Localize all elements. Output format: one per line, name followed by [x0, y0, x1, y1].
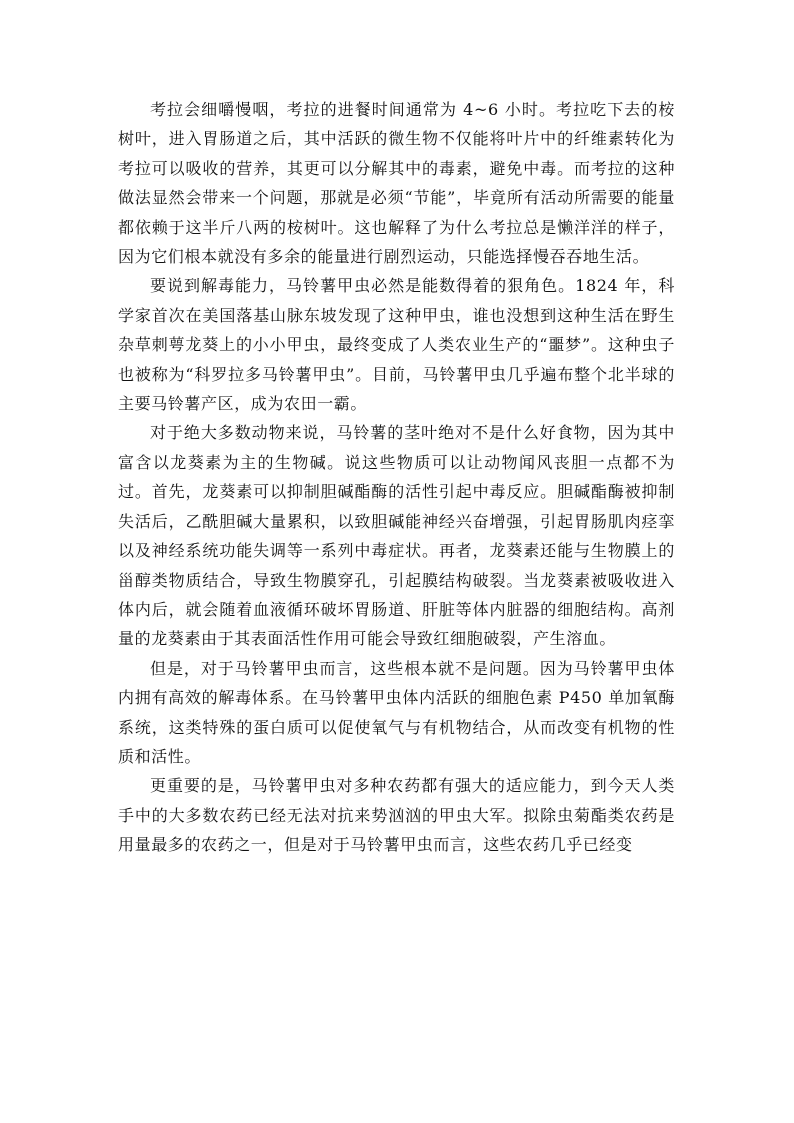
- paragraph-pesticide-resistance: 更重要的是，马铃薯甲虫对多种农药都有强大的适应能力，到今天人类手中的大多数农药已经无法对抗来势汹汹的甲虫大军。拟除虫菊酯类农药是用量最多的农药之一，但是对于马铃薯甲虫而言，这些农药几乎已经变: [118, 776, 675, 855]
- article-body: [118, 95, 675, 860]
- paragraph-koala-digestion: 考拉会细嚼慢咽，考拉的进餐时间通常为 4~6 小时。考拉吃下去的桉树叶，进入胃肠道之后，其中活跃的微生物不仅能将叶片中的纤维素转化为考拉可以吸收的营养，其更可以分解其中的毒素，避免中毒。而考拉的这种做法显然会带来一个问题，那就是必须“节能”，毕竟所有活动所需要的能量都依赖于这半斤八两的桉树叶。这也解释了为什么考拉总是懒洋洋的样子，因为它们根本就没有多余的能量进行剧烈运动，只能选择慢吞吞地生活。: [118, 100, 675, 267]
- paragraph-potato-beetle-intro: 要说到解毒能力，马铃薯甲虫必然是能数得着的狠角色。1824 年，科学家首次在美国落基山脉东坡发现了这种甲虫，谁也没想到这种生活在野生杂草刺萼龙葵上的小小甲虫，最终变成了人类农业生产的“噩梦”。这种虫子也被称为“科罗拉多马铃薯甲虫”。目前，马铃薯甲虫几乎遍布整个北半球的主要马铃薯产区，成为农田一霸。: [118, 276, 675, 414]
- paragraph-solanine-toxicity: 对于绝大多数动物来说，马铃薯的茎叶绝对不是什么好食物，因为其中富含以龙葵素为主的生物碱。说这些物质可以让动物闻风丧胆一点都不为过。首先，龙葵素可以抑制胆碱酯酶的活性引起中毒反应。胆碱酯酶被抑制失活后，乙酰胆碱大量累积，以致胆碱能神经兴奋增强，引起胃肠肌肉痉挛以及神经系统功能失调等一系列中毒症状。再者，龙葵素还能与生物膜上的甾醇类物质结合，导致生物膜穿孔，引起膜结构破裂。当龙葵素被吸收进入体内后，就会随着血液循环破坏胃肠道、肝脏等体内脏器的细胞结构。高剂量的龙葵素由于其表面活性作用可能会导致红细胞破裂，产生溶血。: [118, 423, 675, 649]
- paragraph-beetle-detox-system: 但是，对于马铃薯甲虫而言，这些根本就不是问题。因为马铃薯甲虫体内拥有高效的解毒体系。在马铃薯甲虫体内活跃的细胞色素 P450 单加氧酶系统，这类特殊的蛋白质可以促使氧气与有机物结合，从而改变有机物的性质和活性。: [118, 658, 675, 766]
